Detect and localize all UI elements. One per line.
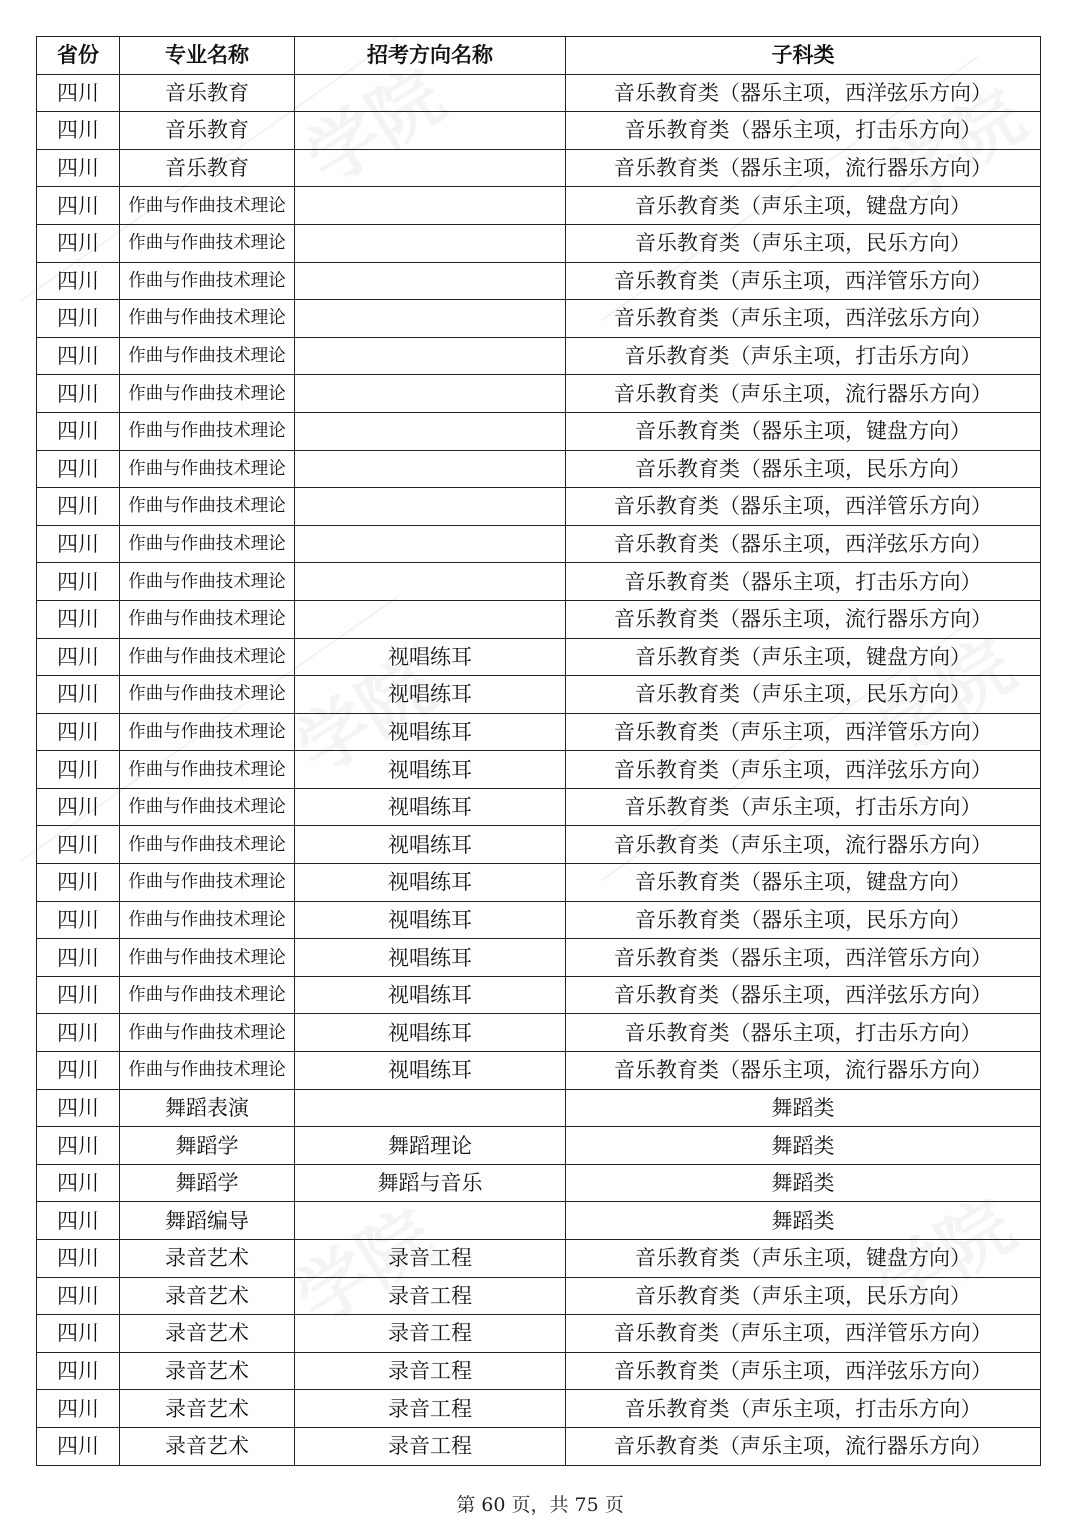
admissions-table bbox=[36, 36, 1041, 1466]
cell-direction bbox=[295, 600, 566, 638]
cell-subcategory: 音乐教育类（器乐主项，键盘方向） bbox=[566, 864, 1041, 902]
cell-subcategory: 音乐教育类（器乐主项，流行器乐方向） bbox=[566, 149, 1041, 187]
cell-province: 四川 bbox=[37, 1202, 120, 1240]
table-body bbox=[37, 74, 1041, 1465]
table-row bbox=[37, 676, 1041, 714]
cell-direction: 视唱练耳 bbox=[295, 864, 566, 902]
table-row bbox=[37, 1164, 1041, 1202]
cell-major: 作曲与作曲技术理论 bbox=[120, 788, 295, 826]
cell-direction: 视唱练耳 bbox=[295, 826, 566, 864]
cell-major: 作曲与作曲技术理论 bbox=[120, 751, 295, 789]
cell-direction bbox=[295, 337, 566, 375]
table-row bbox=[37, 1014, 1041, 1052]
table-row bbox=[37, 901, 1041, 939]
cell-major: 作曲与作曲技术理论 bbox=[120, 676, 295, 714]
cell-direction bbox=[295, 412, 566, 450]
cell-major: 作曲与作曲技术理论 bbox=[120, 600, 295, 638]
cell-province: 四川 bbox=[37, 412, 120, 450]
cell-subcategory: 音乐教育类（器乐主项，西洋管乐方向） bbox=[566, 939, 1041, 977]
cell-major: 作曲与作曲技术理论 bbox=[120, 901, 295, 939]
cell-province: 四川 bbox=[37, 638, 120, 676]
cell-direction: 舞蹈与音乐 bbox=[295, 1164, 566, 1202]
page-number: 第 60 页，共 75 页 bbox=[456, 1494, 624, 1516]
cell-major: 录音艺术 bbox=[120, 1390, 295, 1428]
cell-direction: 视唱练耳 bbox=[295, 638, 566, 676]
cell-province: 四川 bbox=[37, 262, 120, 300]
cell-major: 作曲与作曲技术理论 bbox=[120, 563, 295, 601]
cell-province: 四川 bbox=[37, 1427, 120, 1465]
cell-major: 作曲与作曲技术理论 bbox=[120, 1014, 295, 1052]
cell-direction: 录音工程 bbox=[295, 1277, 566, 1315]
cell-subcategory: 音乐教育类（器乐主项，西洋弦乐方向） bbox=[566, 976, 1041, 1014]
cell-major: 录音艺术 bbox=[120, 1315, 295, 1353]
cell-major: 舞蹈学 bbox=[120, 1164, 295, 1202]
cell-subcategory: 音乐教育类（声乐主项，西洋管乐方向） bbox=[566, 1315, 1041, 1353]
table-row bbox=[37, 337, 1041, 375]
cell-subcategory: 音乐教育类（声乐主项，流行器乐方向） bbox=[566, 826, 1041, 864]
cell-province: 四川 bbox=[37, 187, 120, 225]
table-row bbox=[37, 976, 1041, 1014]
header-major: 专业名称 bbox=[120, 37, 295, 75]
cell-direction: 舞蹈理论 bbox=[295, 1127, 566, 1165]
cell-province: 四川 bbox=[37, 1052, 120, 1090]
cell-subcategory: 音乐教育类（声乐主项，打击乐方向） bbox=[566, 788, 1041, 826]
cell-direction: 视唱练耳 bbox=[295, 901, 566, 939]
table-row bbox=[37, 412, 1041, 450]
cell-subcategory: 音乐教育类（声乐主项，键盘方向） bbox=[566, 1240, 1041, 1278]
cell-subcategory: 音乐教育类（声乐主项，打击乐方向） bbox=[566, 1390, 1041, 1428]
cell-province: 四川 bbox=[37, 713, 120, 751]
cell-province: 四川 bbox=[37, 826, 120, 864]
table-row bbox=[37, 788, 1041, 826]
cell-direction bbox=[295, 262, 566, 300]
cell-subcategory: 音乐教育类（声乐主项，西洋弦乐方向） bbox=[566, 1352, 1041, 1390]
cell-direction: 视唱练耳 bbox=[295, 1014, 566, 1052]
cell-direction: 视唱练耳 bbox=[295, 976, 566, 1014]
cell-major: 录音艺术 bbox=[120, 1427, 295, 1465]
cell-direction bbox=[295, 74, 566, 112]
cell-subcategory: 音乐教育类（器乐主项，流行器乐方向） bbox=[566, 600, 1041, 638]
table-row bbox=[37, 450, 1041, 488]
cell-province: 四川 bbox=[37, 563, 120, 601]
cell-subcategory: 音乐教育类（器乐主项，流行器乐方向） bbox=[566, 1052, 1041, 1090]
cell-major: 作曲与作曲技术理论 bbox=[120, 262, 295, 300]
cell-direction: 录音工程 bbox=[295, 1427, 566, 1465]
table-row bbox=[37, 488, 1041, 526]
cell-province: 四川 bbox=[37, 1390, 120, 1428]
cell-direction bbox=[295, 1089, 566, 1127]
cell-province: 四川 bbox=[37, 676, 120, 714]
cell-major: 音乐教育 bbox=[120, 149, 295, 187]
cell-direction bbox=[295, 525, 566, 563]
cell-province: 四川 bbox=[37, 224, 120, 262]
table-row bbox=[37, 751, 1041, 789]
cell-province: 四川 bbox=[37, 788, 120, 826]
cell-province: 四川 bbox=[37, 1127, 120, 1165]
table-row bbox=[37, 1052, 1041, 1090]
table-header-row bbox=[37, 37, 1041, 75]
cell-direction bbox=[295, 112, 566, 150]
cell-province: 四川 bbox=[37, 751, 120, 789]
cell-province: 四川 bbox=[37, 1277, 120, 1315]
header-subcategory: 子科类 bbox=[566, 37, 1041, 75]
cell-subcategory: 音乐教育类（器乐主项，西洋管乐方向） bbox=[566, 488, 1041, 526]
cell-direction bbox=[295, 187, 566, 225]
cell-province: 四川 bbox=[37, 300, 120, 338]
cell-province: 四川 bbox=[37, 149, 120, 187]
cell-direction: 录音工程 bbox=[295, 1315, 566, 1353]
cell-subcategory: 舞蹈类 bbox=[566, 1089, 1041, 1127]
cell-subcategory: 音乐教育类（器乐主项，键盘方向） bbox=[566, 412, 1041, 450]
cell-direction: 视唱练耳 bbox=[295, 939, 566, 977]
table-row bbox=[37, 1390, 1041, 1428]
cell-direction: 视唱练耳 bbox=[295, 1052, 566, 1090]
cell-major: 录音艺术 bbox=[120, 1277, 295, 1315]
cell-subcategory: 音乐教育类（器乐主项，打击乐方向） bbox=[566, 1014, 1041, 1052]
cell-province: 四川 bbox=[37, 1315, 120, 1353]
table-row bbox=[37, 525, 1041, 563]
cell-province: 四川 bbox=[37, 976, 120, 1014]
header-direction: 招考方向名称 bbox=[295, 37, 566, 75]
cell-province: 四川 bbox=[37, 1164, 120, 1202]
table-row bbox=[37, 187, 1041, 225]
cell-major: 作曲与作曲技术理论 bbox=[120, 525, 295, 563]
cell-direction: 录音工程 bbox=[295, 1240, 566, 1278]
cell-province: 四川 bbox=[37, 74, 120, 112]
cell-major: 录音艺术 bbox=[120, 1352, 295, 1390]
table-row bbox=[37, 300, 1041, 338]
cell-province: 四川 bbox=[37, 1089, 120, 1127]
cell-direction: 视唱练耳 bbox=[295, 713, 566, 751]
cell-major: 录音艺术 bbox=[120, 1240, 295, 1278]
cell-subcategory: 音乐教育类（声乐主项，键盘方向） bbox=[566, 187, 1041, 225]
cell-subcategory: 音乐教育类（声乐主项，西洋弦乐方向） bbox=[566, 300, 1041, 338]
cell-province: 四川 bbox=[37, 864, 120, 902]
cell-major: 音乐教育 bbox=[120, 112, 295, 150]
table-row bbox=[37, 826, 1041, 864]
cell-direction: 视唱练耳 bbox=[295, 751, 566, 789]
table-row bbox=[37, 1127, 1041, 1165]
cell-major: 作曲与作曲技术理论 bbox=[120, 224, 295, 262]
cell-direction: 视唱练耳 bbox=[295, 676, 566, 714]
table-row bbox=[37, 1352, 1041, 1390]
cell-major: 作曲与作曲技术理论 bbox=[120, 713, 295, 751]
cell-subcategory: 音乐教育类（声乐主项，民乐方向） bbox=[566, 224, 1041, 262]
cell-subcategory: 音乐教育类（声乐主项，键盘方向） bbox=[566, 638, 1041, 676]
cell-direction bbox=[295, 149, 566, 187]
table-row bbox=[37, 600, 1041, 638]
cell-direction: 视唱练耳 bbox=[295, 788, 566, 826]
cell-major: 作曲与作曲技术理论 bbox=[120, 638, 295, 676]
cell-direction: 录音工程 bbox=[295, 1352, 566, 1390]
cell-province: 四川 bbox=[37, 901, 120, 939]
cell-subcategory: 音乐教育类（声乐主项，流行器乐方向） bbox=[566, 1427, 1041, 1465]
cell-subcategory: 音乐教育类（声乐主项，西洋弦乐方向） bbox=[566, 751, 1041, 789]
cell-major: 舞蹈学 bbox=[120, 1127, 295, 1165]
cell-major: 舞蹈编导 bbox=[120, 1202, 295, 1240]
cell-major: 作曲与作曲技术理论 bbox=[120, 375, 295, 413]
cell-subcategory: 音乐教育类（声乐主项，流行器乐方向） bbox=[566, 375, 1041, 413]
cell-subcategory: 音乐教育类（器乐主项，打击乐方向） bbox=[566, 563, 1041, 601]
cell-major: 舞蹈表演 bbox=[120, 1089, 295, 1127]
cell-subcategory: 舞蹈类 bbox=[566, 1127, 1041, 1165]
cell-province: 四川 bbox=[37, 337, 120, 375]
cell-subcategory: 音乐教育类（声乐主项，民乐方向） bbox=[566, 1277, 1041, 1315]
cell-province: 四川 bbox=[37, 939, 120, 977]
table-row bbox=[37, 1427, 1041, 1465]
cell-subcategory: 音乐教育类（器乐主项，西洋弦乐方向） bbox=[566, 525, 1041, 563]
cell-major: 作曲与作曲技术理论 bbox=[120, 337, 295, 375]
cell-direction bbox=[295, 375, 566, 413]
cell-province: 四川 bbox=[37, 1014, 120, 1052]
table-row bbox=[37, 1202, 1041, 1240]
cell-province: 四川 bbox=[37, 375, 120, 413]
table-row bbox=[37, 713, 1041, 751]
cell-major: 作曲与作曲技术理论 bbox=[120, 300, 295, 338]
cell-province: 四川 bbox=[37, 1240, 120, 1278]
table-row bbox=[37, 1277, 1041, 1315]
cell-province: 四川 bbox=[37, 112, 120, 150]
table-row bbox=[37, 1240, 1041, 1278]
cell-direction: 录音工程 bbox=[295, 1390, 566, 1428]
table-row bbox=[37, 939, 1041, 977]
cell-major: 作曲与作曲技术理论 bbox=[120, 187, 295, 225]
cell-subcategory: 音乐教育类（器乐主项，民乐方向） bbox=[566, 901, 1041, 939]
table-row bbox=[37, 1089, 1041, 1127]
cell-major: 作曲与作曲技术理论 bbox=[120, 412, 295, 450]
table-row bbox=[37, 262, 1041, 300]
cell-major: 作曲与作曲技术理论 bbox=[120, 488, 295, 526]
cell-direction bbox=[295, 450, 566, 488]
cell-direction bbox=[295, 488, 566, 526]
cell-major: 作曲与作曲技术理论 bbox=[120, 864, 295, 902]
table-row bbox=[37, 375, 1041, 413]
cell-subcategory: 舞蹈类 bbox=[566, 1202, 1041, 1240]
table-row bbox=[37, 112, 1041, 150]
cell-major: 作曲与作曲技术理论 bbox=[120, 826, 295, 864]
cell-subcategory: 舞蹈类 bbox=[566, 1164, 1041, 1202]
cell-major: 作曲与作曲技术理论 bbox=[120, 939, 295, 977]
cell-subcategory: 音乐教育类（声乐主项，西洋管乐方向） bbox=[566, 262, 1041, 300]
table-row bbox=[37, 864, 1041, 902]
table-row bbox=[37, 638, 1041, 676]
cell-subcategory: 音乐教育类（器乐主项，打击乐方向） bbox=[566, 112, 1041, 150]
cell-direction bbox=[295, 563, 566, 601]
cell-subcategory: 音乐教育类（器乐主项，民乐方向） bbox=[566, 450, 1041, 488]
table-row bbox=[37, 563, 1041, 601]
cell-subcategory: 音乐教育类（器乐主项，西洋弦乐方向） bbox=[566, 74, 1041, 112]
cell-province: 四川 bbox=[37, 525, 120, 563]
table-row bbox=[37, 149, 1041, 187]
cell-direction bbox=[295, 1202, 566, 1240]
table-row bbox=[37, 224, 1041, 262]
cell-subcategory: 音乐教育类（声乐主项，打击乐方向） bbox=[566, 337, 1041, 375]
cell-major: 作曲与作曲技术理论 bbox=[120, 976, 295, 1014]
cell-subcategory: 音乐教育类（声乐主项，西洋管乐方向） bbox=[566, 713, 1041, 751]
cell-major: 音乐教育 bbox=[120, 74, 295, 112]
header-province: 省份 bbox=[37, 37, 120, 75]
cell-province: 四川 bbox=[37, 450, 120, 488]
cell-province: 四川 bbox=[37, 488, 120, 526]
cell-subcategory: 音乐教育类（声乐主项，民乐方向） bbox=[566, 676, 1041, 714]
table-row bbox=[37, 1315, 1041, 1353]
cell-province: 四川 bbox=[37, 1352, 120, 1390]
cell-major: 作曲与作曲技术理论 bbox=[120, 1052, 295, 1090]
table-row bbox=[37, 74, 1041, 112]
cell-direction bbox=[295, 300, 566, 338]
cell-direction bbox=[295, 224, 566, 262]
cell-province: 四川 bbox=[37, 600, 120, 638]
cell-major: 作曲与作曲技术理论 bbox=[120, 450, 295, 488]
